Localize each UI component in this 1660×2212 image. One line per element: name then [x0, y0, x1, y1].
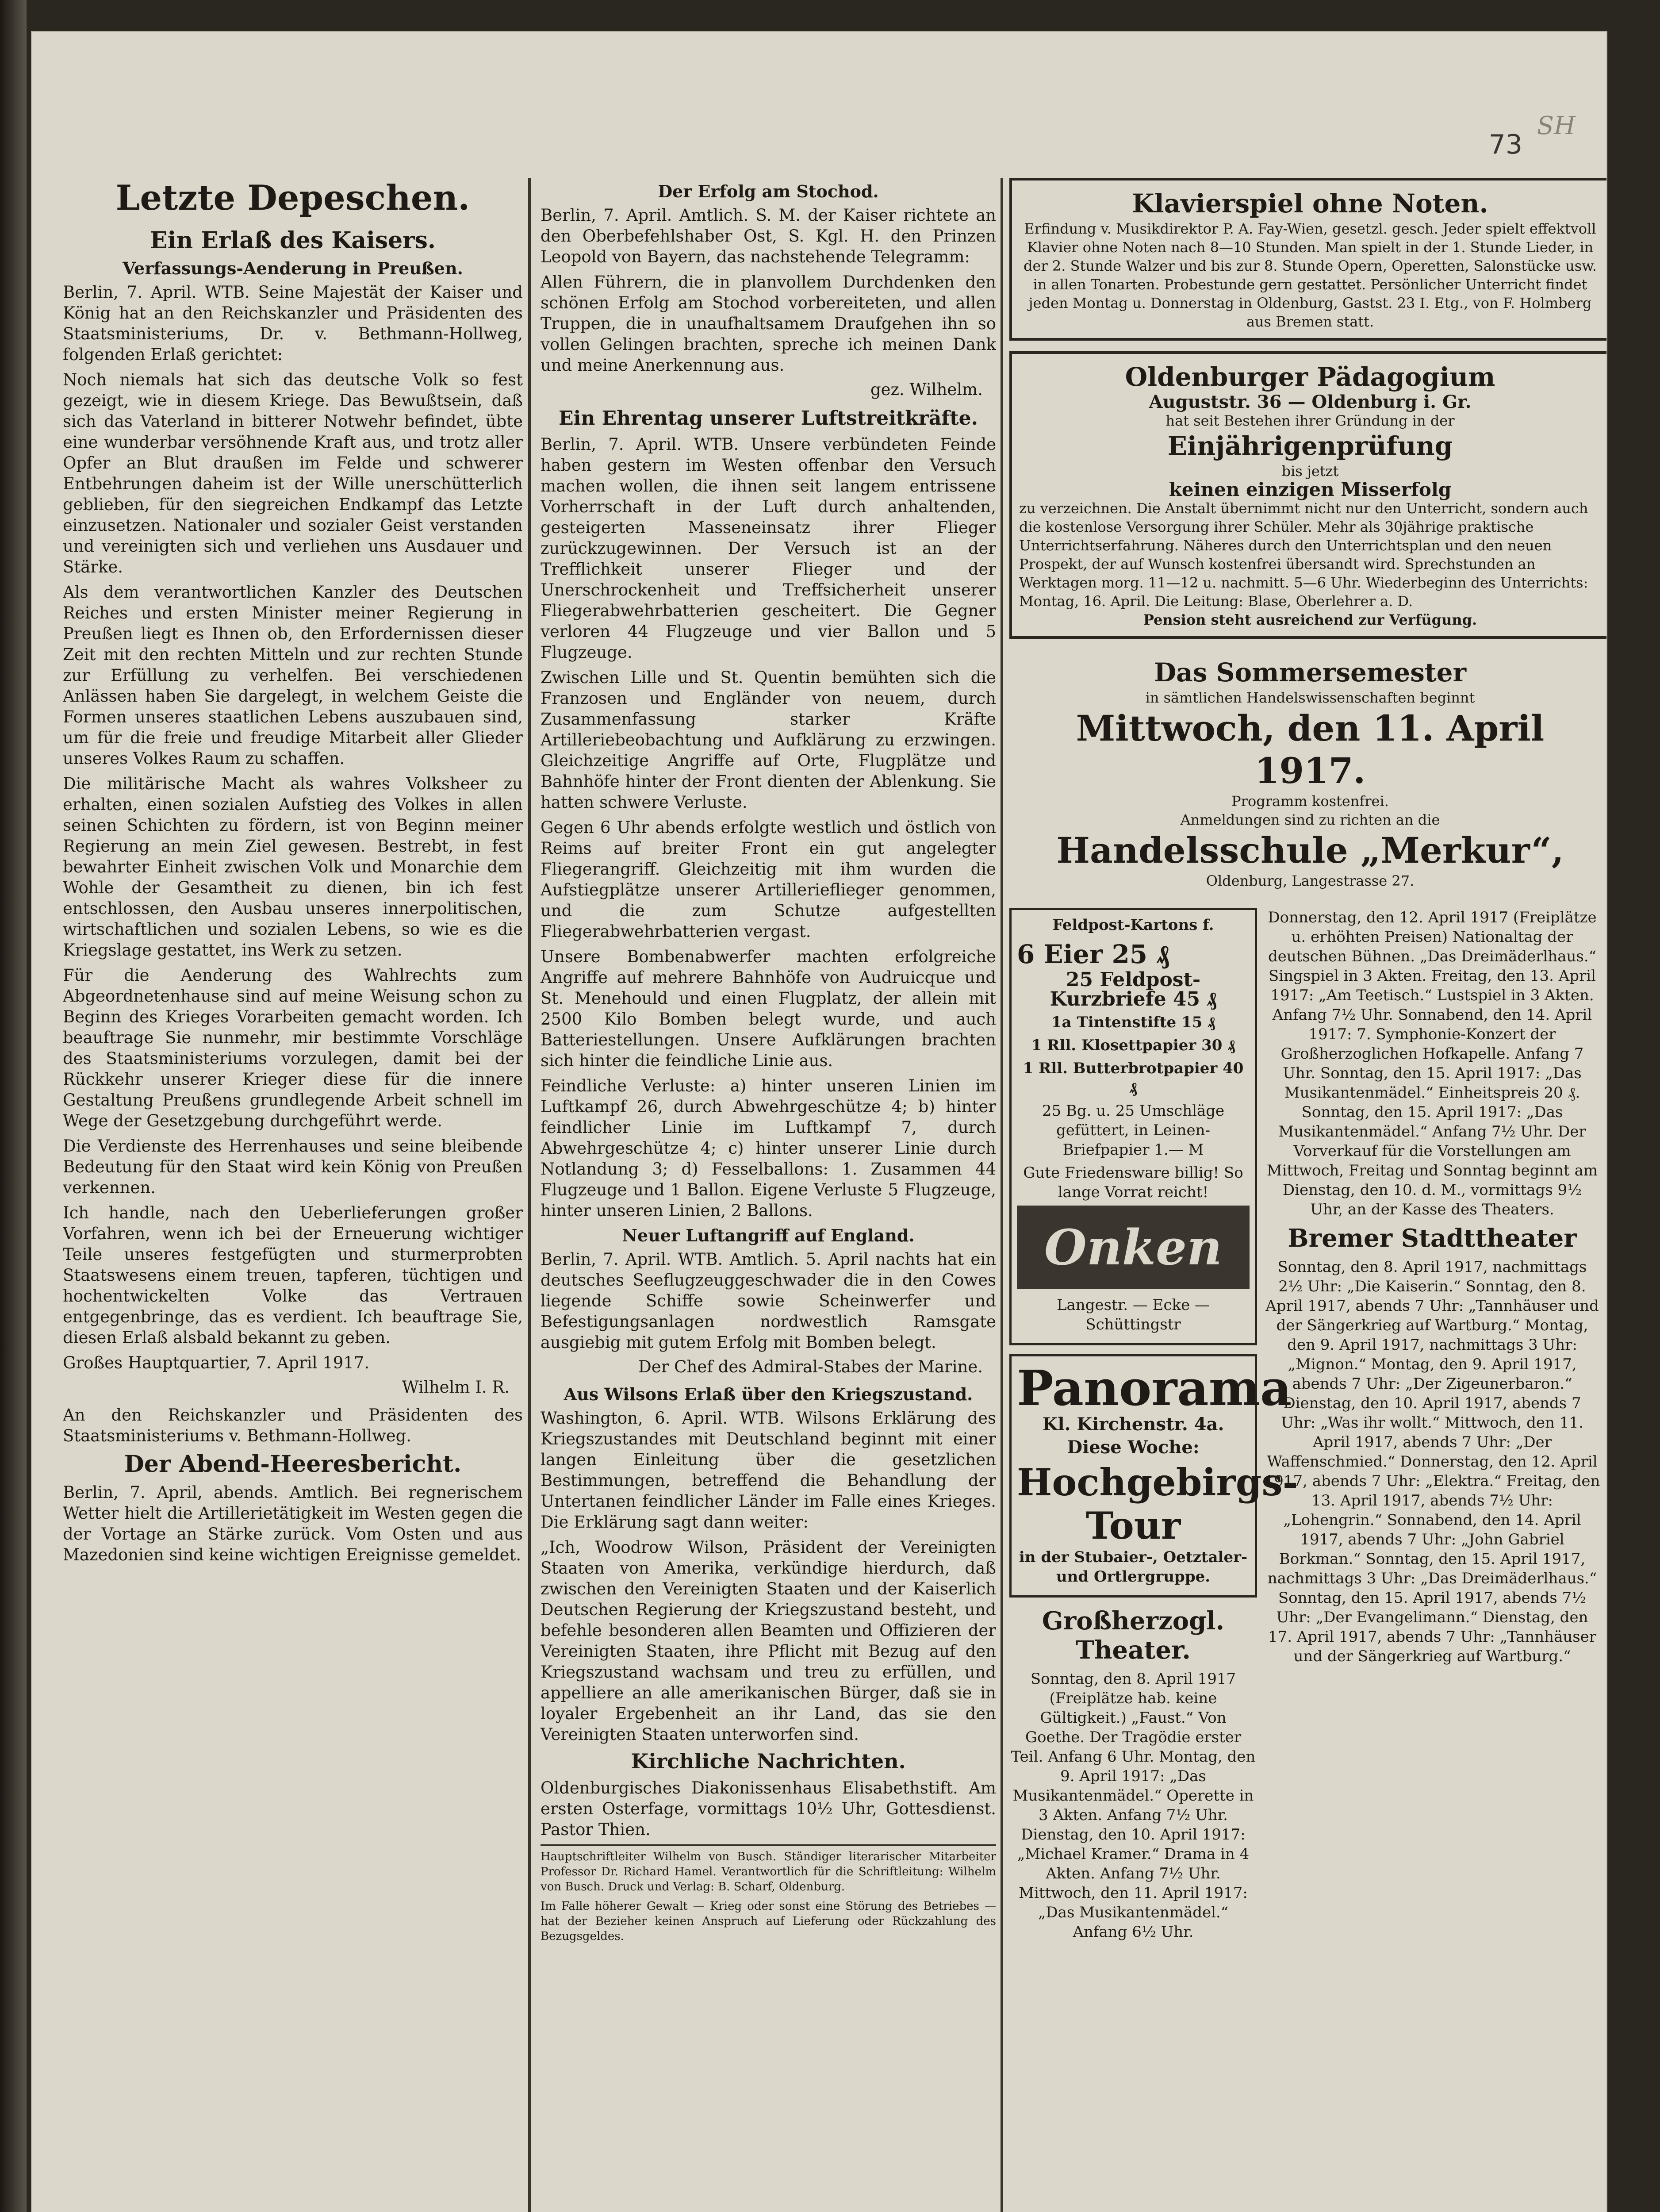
- theater-title: Bremer Stadttheater: [1288, 1224, 1577, 1253]
- ad-text: Oldenburg, Langestrasse 27.: [1206, 872, 1415, 889]
- ad-footer: Pension steht ausreichend zur Verfügung.: [1143, 611, 1477, 628]
- ad-line: Gute Friedensware billig! So lange Vorrat reicht!: [1023, 1164, 1243, 1201]
- ad-line: 1 Rll. Butterbrotpapier 40 ₰: [1023, 1060, 1244, 1097]
- ad-highlight: Mittwoch, den 11. April 1917.: [1076, 707, 1545, 791]
- addressee: An den Reichskanzler und Präsidenten des Staatsministeriums v. Bethmann-Hollweg.: [63, 1406, 523, 1445]
- ad-line: Feldpost-Kartons f.: [1052, 916, 1214, 934]
- article-subline: Verfassungs-Aenderung in Preußen.: [123, 258, 463, 278]
- article-paragraph: Unsere Bombenabwerfer machten erfolgreiche Angriffe auf mehrere Bahnhöfe von Audruicque und St. Menehould und einen Flugplatz, der allein mit 2500 Kilo Bomben belegt wurde, und auch Batteriestellungen. Unsere Aufklärungen brachten sich hinter die feindliche Linie aus.: [541, 947, 996, 1070]
- article-headline: Ein Erlaß des Kaisers.: [150, 227, 436, 254]
- article-headline: Der Abend-Heeresbericht.: [124, 1451, 462, 1478]
- page-number: 73: [1488, 129, 1522, 160]
- ad-onken: [1009, 908, 1257, 1345]
- ad-row: [1009, 908, 1607, 1946]
- ad-text: bis jetzt: [1281, 463, 1339, 480]
- article-paragraph: Allen Führern, die in planvollem Durchdenken den schönen Erfolg am Stochod vorbereiteten, und allen Truppen, die in unaufhaltsamem Draufgehen ihn so vollen Gelingen brachten, spreche ich meinen Dank und meine Anerkennung aus.: [541, 273, 996, 375]
- column-1: [63, 178, 523, 2212]
- ad-line: Diese Woche:: [1067, 1437, 1200, 1458]
- ad-panorama: [1009, 1354, 1298, 1598]
- article-paragraph: Zwischen Lille und St. Quentin bemühten sich die Franzosen und Engländer von neuem, durch Zusammenfassung starker Kräfte Artilleriebeobachtung und Aufklärung zu erzwingen. Gleichzeitige Angriffe auf Orte, Flugplätze und Bahnhöfe hinter der Front dienten der Ablenkung. Sie hatten schwere Verluste.: [541, 668, 996, 812]
- ad-paedagogium: [1009, 351, 1607, 639]
- article-paragraph: Ich handle, nach den Ueberlieferungen großer Vorfahren, wenn ich bei der Erneuerung wichtiger Teile unseres festgefügten und sturmerprobten Staatswesens einem treuen, tapferen, tüchtigen und hochentwickelten Volke das Vertrauen entgegenbringe, das es verdient. Ich beauftrage Sie, diesen Erlaß alsbald bekannt zu geben.: [63, 1203, 523, 1347]
- theater-program: Donnerstag, den 12. April 1917 (Freiplätze u. erhöhten Preisen) Nationaltag der deutschen Bühnen. „Das Dreimäderlhaus.“ Singspiel in 3 Akten. Freitag, den 13. April 1917: „Am Teetisch.“ Lustspiel in 3 Akten. Anfang 7½ Uhr. Sonnabend, den 14. April 1917: 7. Symphonie-Konzert der Großherzoglichen Hofkapelle. Anfang 7 Uhr. Sonntag, den 15. April 1917: „Das Musikantenmädel.“ Einheitspreis 20 ₰. Sonntag, den 15. April 1917: „Das Musikantenmädel.“ Anfang 7½ Uhr. Der Vorverkauf für die Vorstellungen am Mittwoch, Freitag und Sonntag beginnt am Dienstag, den 10. d. M., vormittags 9½ Uhr, an der Kasse des Theaters.: [1266, 909, 1598, 1218]
- pencil-mark: SH: [1537, 111, 1576, 140]
- ad-line: 1a Tintenstifte 15 ₰: [1051, 1014, 1215, 1031]
- ad-address: Kl. Kirchenstr. 4a.: [1042, 1414, 1224, 1435]
- ad-address: Auguststr. 36 — Oldenburg i. Gr.: [1149, 392, 1472, 412]
- article-paragraph: Berlin, 7. April. WTB. Amtlich. 5. April nachts hat ein deutsches Seeflugzeuggeschwader die in den Cowes liegende Schiffe sowie Scheinwerfer und Befestigungsanlagen nordwestlich Ramsgate ausgiebig mit gutem Erfolg mit Bomben belegt.: [541, 1250, 996, 1352]
- article-paragraph: Die Verdienste des Herrenhauses und seine bleibende Bedeutung für den Staat wird kein König von Preußen verkennen.: [63, 1137, 523, 1197]
- article-paragraph: Die militärische Macht als wahres Volksheer zu erhalten, einen sozialen Aufstieg des Volkes in allen seinen Schichten zu fördern, ist von Beginn meiner Regierung an mein Ziel gewesen. Bestrebt, in fest bewahrter Einheit zwischen Volk und Monarchie dem Wohle der Gesamtheit zu dienen, bin ich fest entschlossen, den Ausbau unseres innerpolitischen, wirtschaftlichen und sozialen Lebens, so wie es die Kriegslage gestattet, ins Werk zu setzen.: [63, 774, 523, 960]
- ad-stack-left: [1009, 908, 1298, 1946]
- ad-text: zu verzeichnen. Die Anstalt übernimmt nicht nur den Unterricht, sondern auch die kostenlose Versorgung ihrer Schüler. Mehr als 30jährige praktische Unterrichtserfahrung. Näheres durch den Unterrichtsplan und den neuen Prospekt, der auf Wunsch kostenfrei übersandt wird. Sprechstunden an Werktagen morg. 11—12 u. nachmitt. 5—6 Uhr. Wiederbeginn des Unterrichts: Montag, 16. April. Die Leitung: Blase, Oberlehrer a. D.: [1019, 500, 1588, 610]
- ad-line: 6 Eier 25 ₰: [1017, 939, 1169, 969]
- ad-klavierspiel: [1009, 178, 1607, 341]
- article-headline: Neuer Luftangriff auf England.: [622, 1225, 915, 1245]
- ad-text: Programm kostenfrei.: [1231, 793, 1389, 810]
- ad-text: Erfindung v. Musikdirektor P. A. Fay-Wien, gesetzl. gesch. Jeder spielt effektvoll Klavier ohne Noten nach 8—10 Stunden. Man spielt in der 1. Stunde Lieder, in der 2. Stunde Walzer und bis zur 8. Stunde Opern, Operetten, Salonstücke usw. in allen Tonarten. Probestunde gern gestattet. Persönlicher Unterricht findet jeden Montag u. Donnerstag in Oldenburg, Gastst. 23 I. Etg., von F. Holmberg aus Bremen statt.: [1024, 220, 1597, 330]
- article-paragraph: Oldenburgisches Diakonissenhaus Elisabethstift. Am ersten Osterfage, vormittags 10½ Uhr, Gottesdienst. Pastor Thien.: [541, 1778, 996, 1839]
- imprint: Hauptschriftleiter Wilhelm von Busch. Ständiger literarischer Mitarbeiter Professor Dr. Richard Hamel. Verantwortlich für die Schriftleitung: Wilhelm von Busch. Druck und Verlag: B. Scharf, Oldenburg.: [541, 1844, 996, 1894]
- theater-program: Sonntag, den 8. April 1917, nachmittags 2½ Uhr: „Die Kaiserin.“ Sonntag, den 8. April 1917, abends 7 Uhr: „Tannhäuser und der Sängerkrieg auf Wartburg.“ Montag, den 9. April 1917, nachmittags 3 Uhr: „Mignon.“ Montag, den 9. April 1917, abends 7 Uhr: „Der Zigeunerbaron.“ Dienstag, den 10. April 1917, abends 7 Uhr: „Was ihr wollt.“ Mittwoch, den 11. April 1917, abends 7 Uhr: „Der Waffenschmied.“ Donnerstag, den 12. April 1917, abends 7 Uhr: „Elektra.“ Freitag, den 13. April 1917, abends 7½ Uhr: „Lohengrin.“ Sonnabend, den 14. April 1917, abends 7 Uhr: „John Gabriel Borkman.“ Sonntag, den 15. April 1917, nachmittags 3 Uhr: „Das Dreimäderlhaus.“ Sonntag, den 15. April 1917, abends 7½ Uhr: „Der Evangelimann.“ Dienstag, den 17. April 1917, abends 7 Uhr: „Tannhäuser und der Sängerkrieg auf Wartburg.“: [1264, 1258, 1600, 1665]
- section-heading: Letzte Depeschen.: [115, 178, 470, 218]
- column-2: [541, 178, 996, 2212]
- ad-line: 25 Bg. u. 25 Umschläge gefüttert, in Leinen-Briefpapier 1.— M: [1042, 1102, 1225, 1159]
- article-paragraph: Feindliche Verluste: a) hinter unseren Linien im Luftkampf 26, durch Abwehrgeschütze 4; b) hinter feindlicher Linie im Luftkampf 7, durch Abwehrgeschütze 4; c) hinter unserer Linie durch Notlandung 3; d) Fesselballons: 1. Zusammen 44 Flugzeuge und 1 Ballon. Eigene Verluste 5 Flugzeuge, hinter unseren Linien, 2 Ballons.: [541, 1076, 996, 1220]
- ad-title: Das Sommersemester: [1154, 657, 1467, 687]
- onken-logo: Onken: [1017, 1206, 1250, 1289]
- ad-title: Klavierspiel ohne Noten.: [1132, 188, 1488, 219]
- article-paragraph: Berlin, 7. April. WTB. Seine Majestät der Kaiser und König hat an den Reichskanzler und Präsidenten des Staatsministeriums, Dr. v. Bethmann-Hollweg, folgenden Erlaß gerichtet:: [63, 283, 523, 364]
- ad-line: 1 Rll. Klosettpapier 30 ₰: [1031, 1037, 1235, 1054]
- article-headline: Der Erfolg am Stochod.: [658, 181, 879, 201]
- ad-title: Panorama: [1017, 1359, 1292, 1417]
- column-3: [1009, 178, 1607, 2212]
- ad-line: in der Stubaier-, Oetztaler- und Ortlergruppe.: [1019, 1548, 1248, 1586]
- article-paragraph: Berlin, 7. April. WTB. Unsere verbündeten Feinde haben gestern im Westen offenbar den Versuch machen wollen, die ihnen seit langem entrissene Vorherrschaft in der Luft durch anhaltenden, gesteigerten Masseneinsatz ihrer Flieger zurückzugewinnen. Der Versuch ist an der Trefflichkeit unserer Flieger und der Unerschrockenheit und Treffsicherheit unserer Fliegerabwehrbatterien gescheitert. Die Gegner verloren 44 Flugzeuge und vier Ballon und 5 Flugzeuge.: [541, 435, 996, 662]
- article-headline: Aus Wilsons Erlaß über den Kriegszustand.: [564, 1384, 973, 1404]
- ad-text: hat seit Bestehen ihrer Gründung in der: [1165, 412, 1455, 429]
- page-fold-shadow: [0, 0, 27, 2212]
- ad-text: keinen einzigen Misserfolg: [1169, 479, 1452, 500]
- article-place-date: Großes Hauptquartier, 7. April 1917.: [63, 1353, 370, 1372]
- column-rule: [528, 178, 531, 2212]
- theater-program: Sonntag, den 8. April 1917 (Freiplätze hab. keine Gültigkeit.) „Faust.“ Von Goethe. Der Tragödie erster Teil. Anfang 6 Uhr. Montag, den 9. April 1917: „Das Musikantenmädel.“ Operette in 3 Akten. Anfang 7½ Uhr. Dienstag, den 10. April 1917: „Michael Kramer.“ Drama in 4 Akten. Anfang 7½ Uhr. Mittwoch, den 11. April 1917: „Das Musikantenmädel.“ Anfang 6½ Uhr.: [1011, 1670, 1256, 1941]
- column-rule: [1001, 178, 1003, 2212]
- notice: Im Falle höherer Gewalt — Krieg oder sonst eine Störung des Betriebes — hat der Bezieher keinen Anspruch auf Lieferung oder Rückzahlung des Bezugsgeldes.: [541, 1900, 996, 1943]
- article-paragraph: „Ich, Woodrow Wilson, Präsident der Vereinigten Staaten von Amerika, verkündige hierdurch, daß zwischen den Vereinigten Staaten und der Kaiserlich Deutschen Regierung der Kriegszustand besteht, und befehle besonderen allen Beamten und Offizieren der Vereinigten Staaten, ihre Pflicht mit Bezug auf den Kriegszustand wachsam und treu zu erfüllen, und appelliere an alle amerikanischen Bürger, daß sie in loyaler Ergebenheit an ihr Land, das sie den Vereinigten Staaten unterworfen sind.: [541, 1538, 996, 1744]
- article-paragraph: Berlin, 7. April. Amtlich. S. M. der Kaiser richtete an den Oberbefehlshaber Ost, S. Kgl. H. den Prinzen Leopold von Bayern, das nachstehende Telegramm:: [541, 206, 996, 266]
- ad-text: in sämtlichen Handelswissenschaften beginnt: [1145, 689, 1475, 706]
- article-paragraph: Washington, 6. April. WTB. Wilsons Erklärung des Kriegszustandes mit Deutschland beginnt mit einer langen Einleitung über die gesetzlichen Bestimmungen, betreffend die Behandlung der Untertanen feindlicher Länder im Falle eines Krieges. Die Erklärung sagt dann weiter:: [541, 1409, 996, 1532]
- signature: gez. Wilhelm.: [870, 380, 983, 399]
- ad-highlight: Einjährigenprüfung: [1167, 431, 1453, 461]
- article-paragraph: Berlin, 7. April, abends. Amtlich. Bei regnerischem Wetter hielt die Artillerietätigkeit im Westen gegen die der Vortage an Stärke zurück. Vom Osten und aus Mazedonien sind keine wichtigen Ereignisse gemeldet.: [63, 1483, 523, 1564]
- signature: Wilhelm I. R.: [402, 1378, 510, 1397]
- ad-line: 25 Feldpost-Kurzbriefe 45 ₰: [1050, 968, 1217, 1010]
- article-headline: Kirchliche Nachrichten.: [631, 1749, 906, 1773]
- ad-address: Langestr. — Ecke — Schüttingstr: [1056, 1296, 1210, 1333]
- theater-title: Großherzogl. Theater.: [1042, 1606, 1225, 1665]
- ad-handelsschule: [1009, 649, 1607, 897]
- ad-stack-right: [1264, 908, 1600, 1946]
- ad-title: Oldenburger Pädagogium: [1125, 362, 1495, 392]
- ad-highlight: Hochgebirgs-Tour: [1017, 1460, 1298, 1548]
- newspaper-page: [31, 31, 1607, 2212]
- signature: Der Chef des Admiral-Stabes der Marine.: [638, 1357, 983, 1376]
- article-paragraph: Für die Aenderung des Wahlrechts zum Abgeordnetenhause sind auf meine Weisung schon zu Beginn des Krieges Vorarbeiten gemacht worden. Ich beauftrage Sie nunmehr, mir bestimmte Vorschläge des Staatsministeriums vorzulegen, damit bei der Rückkehr unserer Krieger diese für die innere Gestaltung Preußens grundlegende Arbeit schnell im Wege der Gesetzgebung durchgeführt werde.: [63, 966, 523, 1130]
- article-paragraph: Gegen 6 Uhr abends erfolgte westlich und östlich von Reims auf breiter Front ein gut angelegter Fliegerangriff. Gleichzeitig mit ihm wurden die Aufstiegplätze unserer Artillerieflieger genommen, und die zum Schutze aufgestellten Fliegerabwehrbatterien vergast.: [541, 818, 996, 941]
- theater-oldenburg: [1009, 1606, 1257, 1942]
- article-paragraph: Als dem verantwortlichen Kanzler des Deutschen Reiches und ersten Minister meiner Regierung in Preußen liegt es Ihnen ob, den Erfordernissen dieser Zeit mit den rechten Mitteln und zur rechten Stunde zur Erfüllung zu verhelfen. Bei verschiedenen Anlässen haben Sie dargelegt, in welchem Geiste die Formen unseres staatlichen Lebens auszubauen sind, um für die freie und freudige Mitarbeit aller Glieder unseres Volkes Raum zu schaffen.: [63, 583, 523, 768]
- article-paragraph: Noch niemals hat sich das deutsche Volk so fest gezeigt, wie in diesem Kriege. Das Bewußtsein, daß sich das Vaterland in bitterer Notwehr befindet, übte eine wunderbar versöhnende Kraft aus, und trotz aller Opfer an Blut draußen im Felde und schwerer Entbehrungen daheim ist der Wille unerschütterlich geblieben, für den siegreichen Endkampf das Letzte einzusetzen. Nationaler und sozialer Geist verstanden und vereinigten sich und verliehen uns Ausdauer und Stärke.: [63, 370, 523, 576]
- article-headline: Ein Ehrentag unserer Luftstreitkräfte.: [559, 407, 978, 430]
- ad-text: Anmeldungen sind zu richten an die: [1180, 811, 1440, 828]
- ad-highlight: Handelsschule „Merkur“,: [1056, 830, 1564, 871]
